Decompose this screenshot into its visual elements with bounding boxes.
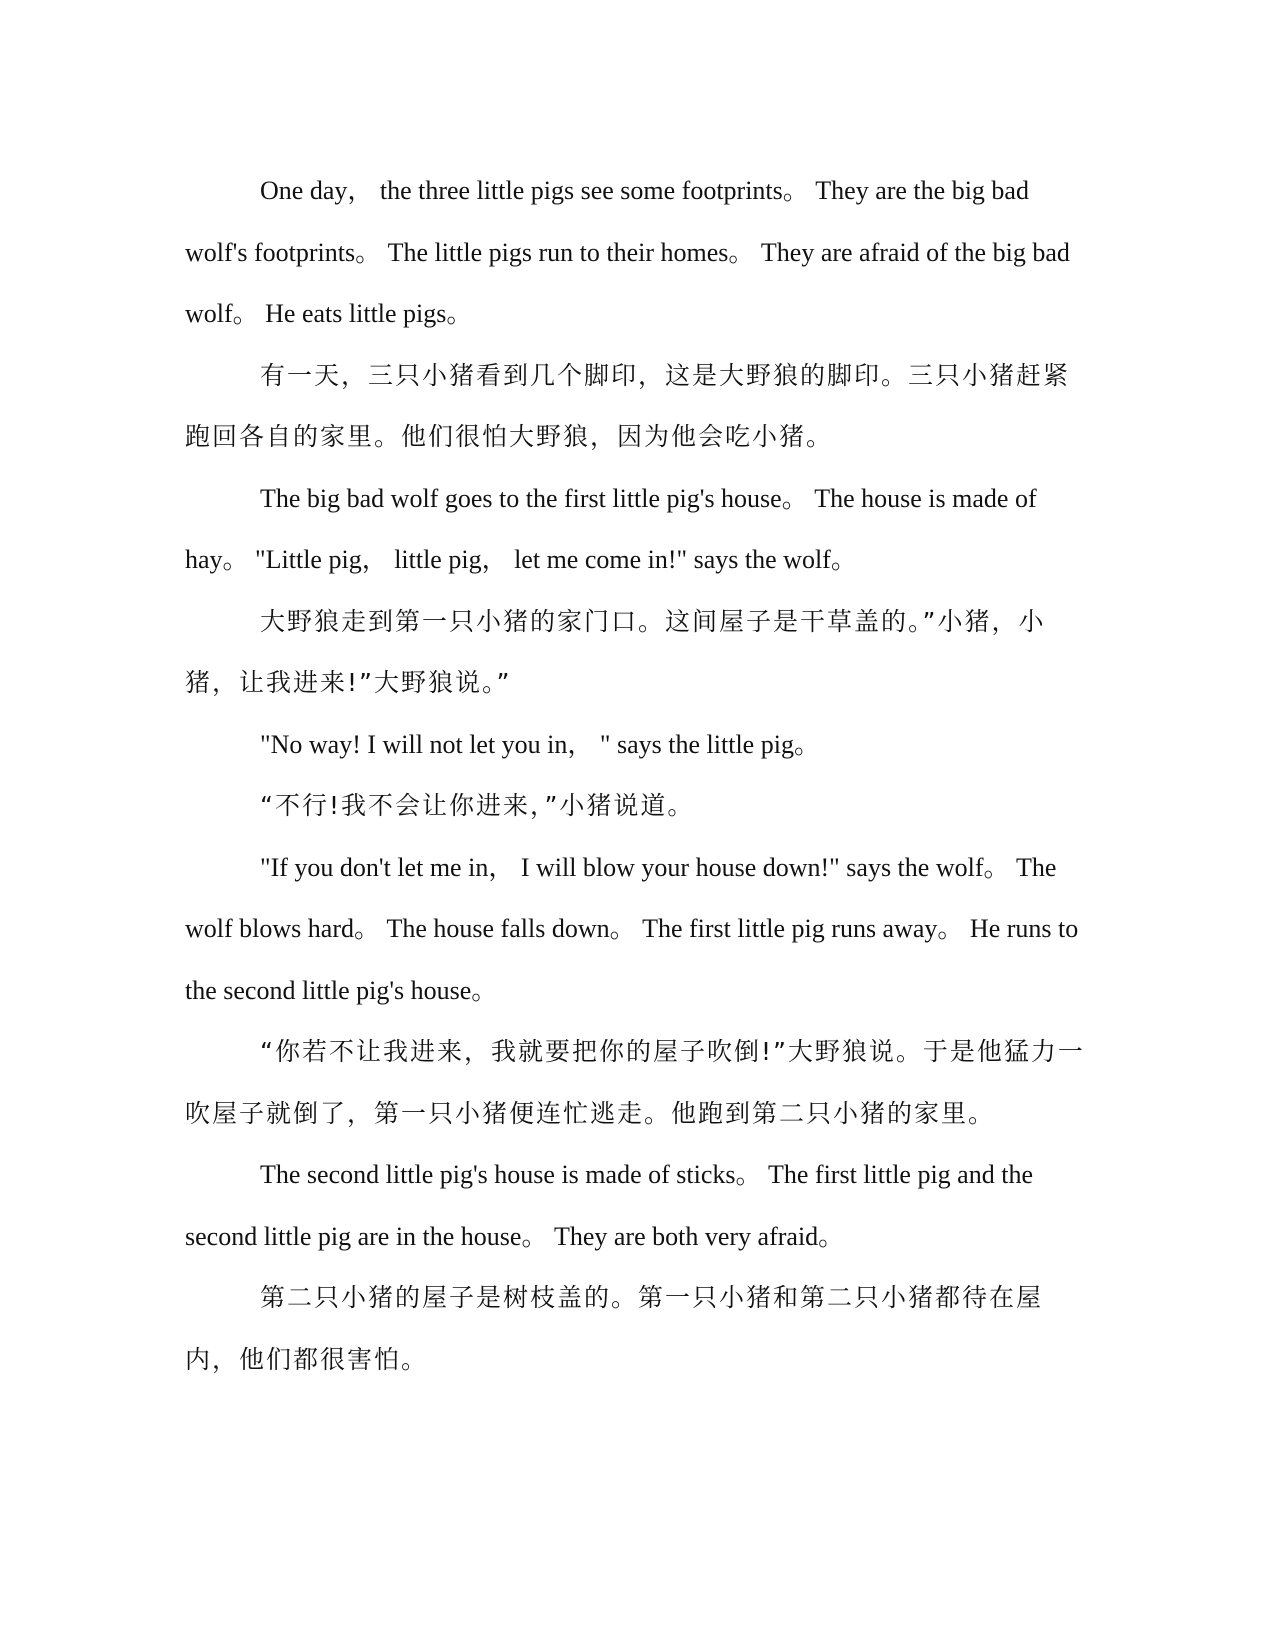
paragraph-zh-5: 第二只小猪的屋子是树枝盖的。第一只小猪和第二只小猪都待在屋内，他们都很害怕。 [185, 1283, 1044, 1374]
paragraph-zh-4: “你若不让我进来，我就要把你的屋子吹倒!”大野狼说。于是他猛力一吹屋子就倒了，第一只小猪便连忙逃走。他跑到第二只小猪的家里。 [185, 1037, 1085, 1128]
paragraph-en-4: "If you don't let me in， I will blow your house down!" says the wolf。 The wolf blows hard。 The house falls down。 The first little pig runs away。 He runs to the second little pig's house。 [185, 852, 1079, 1005]
paragraph-zh-2: 大野狼走到第一只小猪的家门口。这间屋子是干草盖的。”小猪，小猪，让我进来!”大野狼说。” [185, 606, 1046, 697]
paragraph-en-1: One day， the three little pigs see some footprints。 They are the big bad wolf's footprints。 The little pigs run to their homes。 They are afraid of the big bad wolf。 He eats little pigs。 [185, 176, 1070, 328]
paragraph-en-3: "No way! I will not let you in， " says the little pig。 [260, 729, 820, 759]
document-page [185, 160, 1085, 1390]
paragraph-zh-3: “不行!我不会让你进来，”小猪说道。 [260, 791, 695, 820]
paragraph-en-5: The second little pig's house is made of sticks。 The first little pig and the second little pig are in the house。 They are both very afraid。 [185, 1160, 1033, 1251]
paragraph-en-2: The big bad wolf goes to the first little pig's house。 The house is made of hay。 "Little pig， little pig， let me come in!" says the wolf。 [185, 483, 1037, 574]
paragraph-zh-1: 有一天，三只小猪看到几个脚印，这是大野狼的脚印。三只小猪赶紧跑回各自的家里。他们很怕大野狼，因为他会吃小猪。 [185, 360, 1071, 451]
